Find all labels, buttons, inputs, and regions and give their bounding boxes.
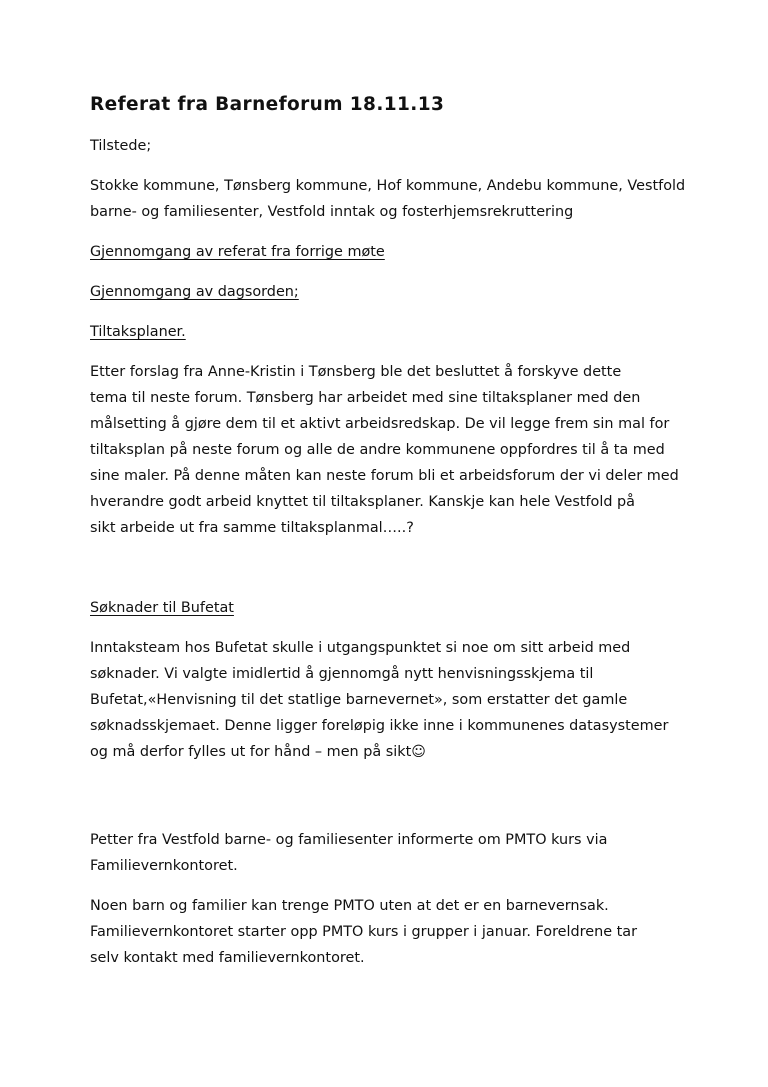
document-page — [90, 92, 690, 985]
body-line: sine maler. På denne måten kan neste forum bli et arbeidsforum der vi deler med — [90, 468, 679, 484]
body-line: Familievernkontoret. — [90, 858, 238, 874]
smiley-icon: ☺ — [411, 744, 426, 760]
body-line: tiltaksplan på neste forum og alle de andre kommunene oppfordres til å ta med — [90, 442, 665, 458]
body-line-text: og må derfor fylles ut for hånd – men på sikt — [90, 744, 412, 760]
attendees-line: Stokke kommune, Tønsberg kommune, Hof kommune, Andebu kommune, Vestfold — [90, 178, 686, 194]
body-line: sikt arbeide ut fra samme tiltaksplanmal…..? — [90, 520, 414, 536]
body-line: søknader. Vi valgte imidlertid å gjennomgå nytt henvisningsskjema til — [90, 666, 594, 682]
body-line-with-smiley — [90, 739, 690, 765]
section-pmto-paragraph-1 — [90, 827, 690, 879]
body-line: Inntaksteam hos Bufetat skulle i utgangspunktet si noe om sitt arbeid med — [90, 640, 631, 656]
section-tiltaksplaner-heading: Tiltaksplaner. — [90, 324, 186, 340]
body-line: målsetting å gjøre dem til et aktivt arbeidsredskap. De vil legge frem sin mal for — [90, 416, 670, 432]
section-soknader-heading: Søknader til Bufetat — [90, 600, 234, 616]
body-line: Petter fra Vestfold barne- og familiesenter informerte om PMTO kurs via — [90, 832, 608, 848]
body-line: Bufetat,«Henvisning til det statlige barnevernet», som erstatter det gamle — [90, 692, 628, 708]
body-line: hverandre godt arbeid knyttet til tiltaksplaner. Kanskje kan hele Vestfold på — [90, 494, 635, 510]
document-title: Referat fra Barneforum 18.11.13 — [90, 94, 445, 115]
review-minutes-heading: Gjennomgang av referat fra forrige møte — [90, 244, 385, 260]
body-line: tema til neste forum. Tønsberg har arbeidet med sine tiltaksplaner med den — [90, 390, 641, 406]
body-line: Noen barn og familier kan trenge PMTO uten at det er en barnevernsak. — [90, 898, 609, 914]
attendees-heading: Tilstede; — [90, 138, 152, 154]
spacer — [90, 779, 690, 827]
attendees-line: barne- og familiesenter, Vestfold inntak og fosterhjemsrekruttering — [90, 204, 574, 220]
review-agenda-heading: Gjennomgang av dagsorden; — [90, 284, 299, 300]
spacer — [90, 555, 690, 595]
section-tiltaksplaner-body — [90, 359, 690, 541]
body-line: Familievernkontoret starter opp PMTO kurs i grupper i januar. Foreldrene tar — [90, 924, 638, 940]
body-line: selv kontakt med familievernkontoret. — [90, 950, 365, 966]
attendees-paragraph — [90, 173, 690, 225]
body-line: søknadsskjemaet. Denne ligger foreløpig ikke inne i kommunenes datasystemer — [90, 718, 669, 734]
section-pmto-paragraph-2 — [90, 893, 690, 971]
body-line: Etter forslag fra Anne-Kristin i Tønsberg ble det besluttet å forskyve dette — [90, 364, 622, 380]
section-soknader-body — [90, 635, 690, 765]
